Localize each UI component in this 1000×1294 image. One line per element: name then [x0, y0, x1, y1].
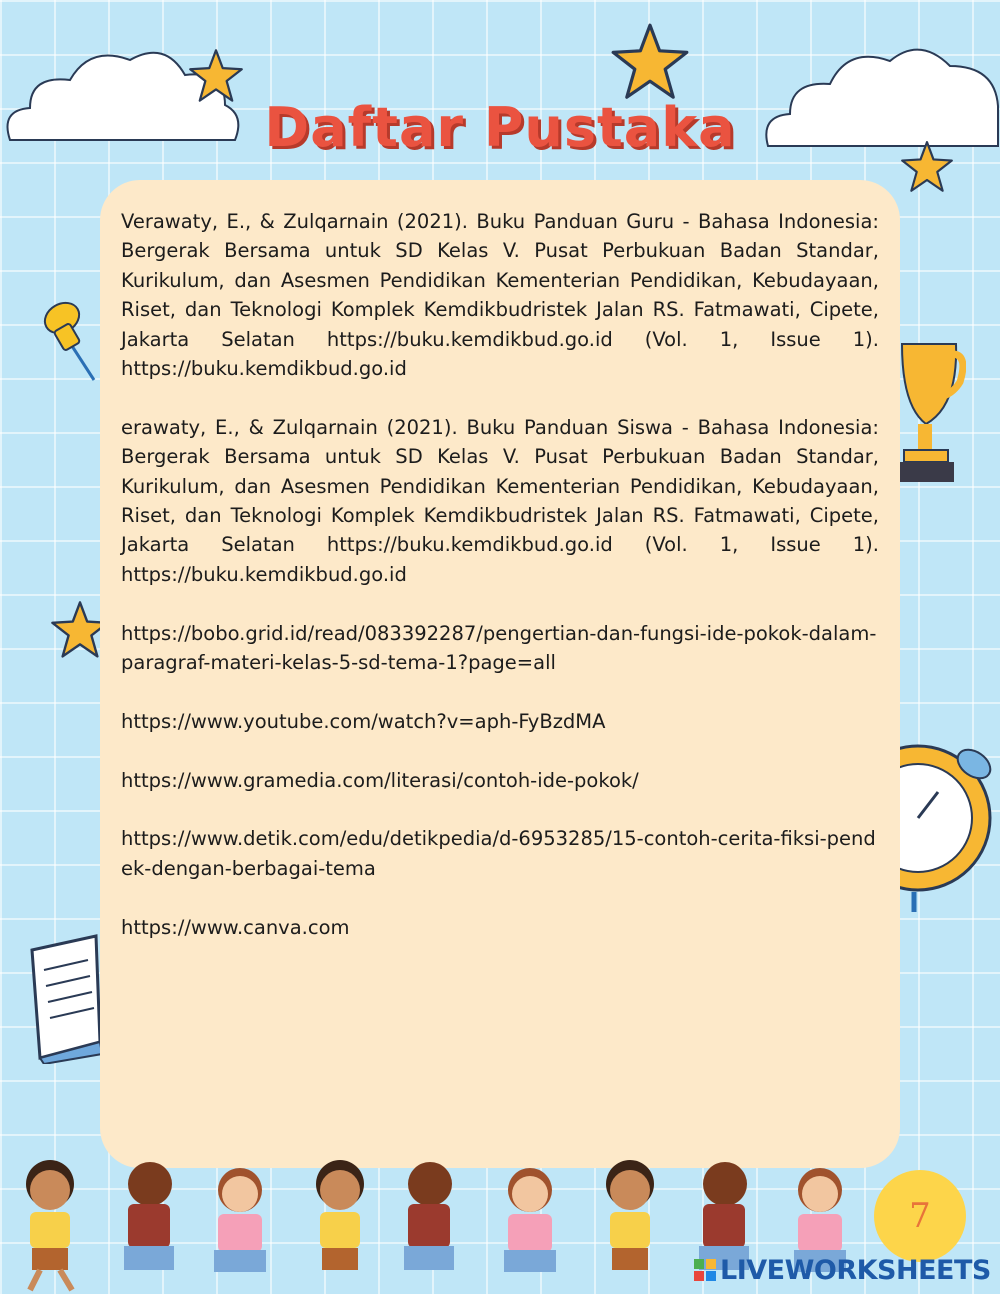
watermark-text: LIVEWORKSHEETS	[720, 1254, 991, 1286]
liveworksheets-watermark	[694, 1252, 991, 1288]
reference-link: https://www.gramedia.com/literasi/contoh-ide-pokok/	[121, 768, 639, 792]
star-icon	[610, 22, 690, 102]
reference-list	[121, 207, 879, 971]
book-icon	[26, 930, 104, 1064]
page-number	[874, 1170, 966, 1262]
reference-link: https://www.canva.com	[121, 915, 350, 939]
alarm-clock-icon	[894, 712, 1000, 918]
reference-entry: Verawaty, E., & Zulqarnain (2021). Buku Panduan Guru - Bahasa Indonesia: Bergerak Bersama untuk SD Kelas V. Pusat Perbukuan Badan Standar, Kurikulum, dan Asesmen Pendidikan Kementerian Pendidikan, Kebudayaan, Riset, dan Teknologi Komplek Kemdikbudristek Jalan RS. Fatmawati, Cipete, Jakarta Selatan https://buku.kemdikbud.go.id (Vol. 1, Issue 1). https://buku.kemdikbud.go.id	[121, 210, 879, 381]
liveworksheets-logo-icon	[694, 1259, 716, 1281]
reference-link: https://www.detik.com/edu/detikpedia/d-6953285/15-contoh-cerita-fiksi-pendek-dengan-berbagai-tema	[121, 827, 876, 880]
reference-entry: erawaty, E., & Zulqarnain (2021). Buku Panduan Siswa - Bahasa Indonesia: Bergerak Bersama untuk SD Kelas V. Pusat Perbukuan Badan Standar, Kurikulum, dan Asesmen Pendidikan Kementerian Pendidikan, Kebudayaan, Riset, dan Teknologi Komplek Kemdikbudristek Jalan RS. Fatmawati, Cipete, Jakarta Selatan https://buku.kemdikbud.go.id (Vol. 1, Issue 1). https://buku.kemdikbud.go.id	[121, 415, 879, 586]
page-number-text: 7	[909, 1196, 931, 1236]
trophy-icon	[896, 336, 966, 486]
pushpin-icon	[40, 296, 100, 382]
page-title: Daftar Pustaka	[264, 96, 736, 159]
reference-link: https://www.youtube.com/watch?v=aph-FyBzdMA	[121, 709, 606, 733]
reference-link: https://bobo.grid.id/read/083392287/pengertian-dan-fungsi-ide-pokok-dalam-paragraf-materi-kelas-5-sd-tema-1?page=all	[121, 621, 877, 675]
